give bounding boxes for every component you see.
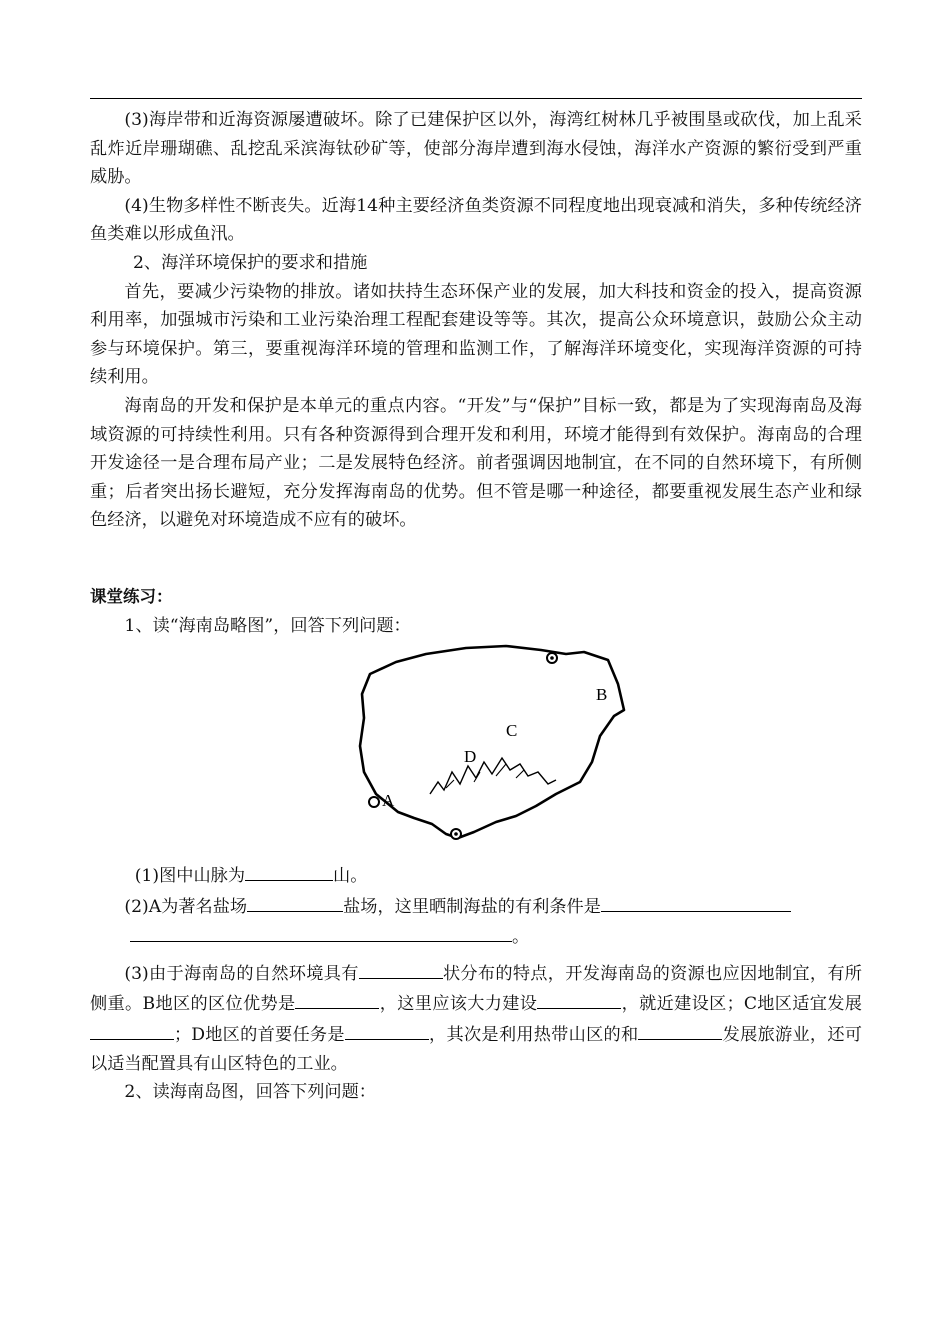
q1-3-text-a: (3)由于海南岛的自然环境具有 — [124, 963, 359, 984]
answer-blank-tourism[interactable] — [638, 1019, 722, 1040]
point-a-marker — [369, 797, 379, 807]
q1-1-text-b: 山。 — [333, 866, 368, 887]
label-b: B — [596, 685, 608, 705]
island-coastline — [360, 646, 624, 838]
answer-blank-distribution[interactable] — [359, 958, 443, 979]
q1-3-text-d: ，就近建设区；C地区适宜发展 — [621, 994, 862, 1015]
hainan-map-figure — [90, 640, 862, 860]
question-1-1 — [90, 860, 862, 891]
document-page — [90, 106, 862, 1107]
label-c: C — [506, 721, 518, 741]
paragraph-coastal-damage: (3)海岸带和近海资源屡遭破坏。除了已建保护区以外，海湾红树林几乎被围垦或砍伐，加上乱采乱炸近岸珊瑚礁、乱挖乱采滨海钛砂矿等，使部分海岸遭到海水侵蚀，海洋水产资源的繁衍受到严重威胁。 — [90, 110, 862, 188]
question-2-title: 2、读海南岛图，回答下列问题： — [124, 1082, 376, 1103]
label-d: D — [464, 747, 477, 767]
question-1-2 — [90, 891, 862, 952]
mountain-range — [430, 758, 556, 794]
paragraph-measures: 首先，要减少污染物的排放。诸如扶持生态环保产业的发展，加大科技和资金的投入，提高资源利用率，加强城市污染和工业污染治理工程配套建设等等。其次，提高公众环境意识，鼓励公众主动参与环境保护。第三，要重视海洋环境的管理和监测工作，了解海洋环境变化，实现海洋资源的可持续利用。 — [90, 281, 862, 388]
q1-3-text-c: ，这里应该大力建设 — [379, 994, 538, 1015]
q1-1-text-a: (1)图中山脉为 — [134, 866, 246, 887]
answer-blank-d-task[interactable] — [345, 1019, 429, 1040]
label-a: A — [382, 791, 395, 811]
answer-blank-conditions-2[interactable] — [130, 921, 512, 942]
section-title-protection: 2、海洋环境保护的要求和措施 — [133, 252, 368, 273]
answer-blank-b-advantage[interactable] — [295, 988, 379, 1009]
question-1-title: 1、读“海南岛略图”，回答下列问题： — [124, 615, 411, 636]
answer-blank-salt-field[interactable] — [247, 891, 343, 912]
answer-blank-mountain[interactable] — [245, 860, 333, 881]
q1-3-text-f: ，其次是利用热带山区的和 — [428, 1025, 639, 1046]
answer-blank-c-develop[interactable] — [90, 1019, 174, 1040]
hainan-island-sketch-map — [356, 644, 636, 856]
header-rule — [90, 98, 862, 99]
answer-blank-conditions-1[interactable] — [601, 891, 791, 912]
answer-blank-b-build[interactable] — [537, 988, 621, 1009]
exercise-heading: 课堂练习： — [90, 586, 173, 606]
q1-2-text-b: 盐场，这里晒制海盐的有利条件是 — [343, 896, 601, 917]
question-1-3 — [90, 958, 862, 1078]
q1-2-text-c: 。 — [512, 927, 530, 948]
paragraph-summary: 海南岛的开发和保护是本单元的重点内容。“开发”与“保护”目标一致，都是为了实现海南岛及海域资源的可持续性利用。只有各种资源得到合理开发和利用，环境才能得到有效保护。海南岛的合理开发途径一是合理布局产业；二是发展特色经济。前者强调因地制宜，在不同的自然环境下，有所侧重；后者突出扬长避短，充分发挥海南岛的优势。但不管是哪一种途径，都要重视发展生态产业和绿色经济，以避免对环境造成不应有的破坏。 — [90, 395, 862, 531]
q1-2-text-a: (2)A为著名盐场 — [124, 896, 248, 917]
city-marker-south-dot — [454, 832, 458, 836]
mountain-hatch — [446, 764, 524, 788]
q1-3-text-b: 状分布的特点，开发海南岛的资源也应因地制宜，有所侧重。B地区的区位优势是 — [90, 963, 862, 1015]
q1-3-text-e: ；D地区的首要任务是 — [174, 1025, 345, 1046]
q1-3-text-g: 发展旅游业，还可以适当配置具有山区特色的工业。 — [90, 1025, 862, 1074]
city-marker-north-dot — [550, 656, 554, 660]
paragraph-biodiversity: (4)生物多样性不断丧失。近海14种主要经济鱼类资源不同程度地出现衰减和消失，多种传统经济鱼类难以形成鱼汛。 — [90, 195, 862, 245]
